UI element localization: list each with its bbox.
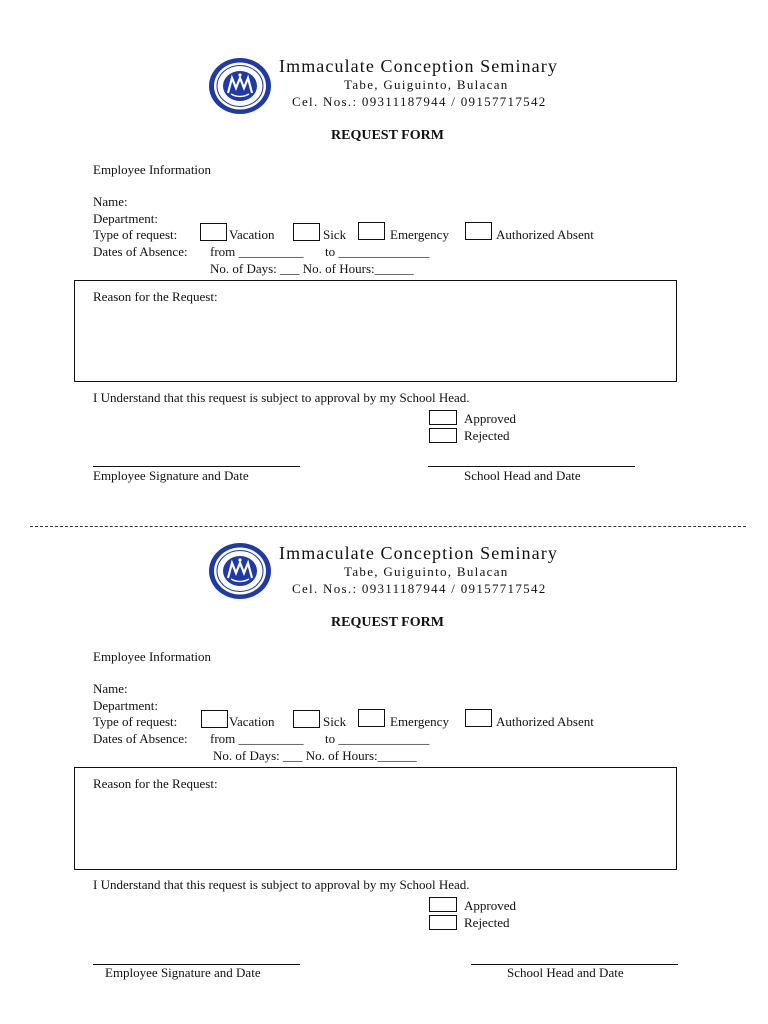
seminary-seal-logo (207, 56, 273, 116)
vacation-label: Vacation (229, 227, 275, 242)
reason-box[interactable] (74, 280, 677, 382)
emergency-checkbox[interactable] (358, 709, 385, 727)
dates-of-absence-label: Dates of Absence: (93, 731, 188, 746)
school-head-label: School Head and Date (464, 468, 581, 483)
school-address: Tabe, Guiguinto, Bulacan (344, 564, 509, 579)
emergency-label: Emergency (390, 227, 449, 242)
approved-checkbox[interactable] (429, 897, 457, 912)
school-name: Immaculate Conception Seminary (279, 56, 558, 76)
request-form-top (0, 0, 768, 490)
department-label: Department: (93, 698, 158, 713)
date-to-field[interactable]: to ______________ (325, 244, 430, 259)
school-head-label: School Head and Date (507, 965, 624, 980)
days-hours-field[interactable]: No. of Days: ___ No. of Hours:______ (213, 748, 417, 763)
emergency-checkbox[interactable] (358, 222, 385, 240)
school-name: Immaculate Conception Seminary (279, 543, 558, 563)
reason-label: Reason for the Request: (93, 289, 218, 304)
authorized-absent-checkbox[interactable] (465, 222, 492, 240)
date-to-field[interactable]: to ______________ (325, 731, 430, 746)
vacation-checkbox[interactable] (200, 223, 227, 241)
school-address: Tabe, Guiguinto, Bulacan (344, 77, 509, 92)
approved-label: Approved (464, 411, 516, 426)
sick-label: Sick (323, 714, 347, 729)
form-title: REQUEST FORM (331, 128, 444, 143)
sick-checkbox[interactable] (293, 710, 320, 728)
school-head-signature-line[interactable] (428, 466, 635, 467)
rejected-checkbox[interactable] (429, 915, 457, 930)
authorized-absent-checkbox[interactable] (465, 709, 492, 727)
form-title: REQUEST FORM (331, 615, 444, 630)
type-of-request-label: Type of request: (93, 714, 178, 729)
name-label: Name: (93, 681, 128, 696)
date-from-field[interactable]: from __________ (210, 731, 304, 746)
authorized-absent-label: Authorized Absent (496, 227, 594, 242)
department-label: Department: (93, 211, 158, 226)
type-of-request-label: Type of request: (93, 227, 178, 242)
approved-label: Approved (464, 898, 516, 913)
days-hours-field[interactable]: No. of Days: ___ No. of Hours:______ (210, 261, 414, 276)
approved-checkbox[interactable] (429, 410, 457, 425)
rejected-label: Rejected (464, 915, 510, 930)
reason-box[interactable] (74, 767, 677, 870)
rejected-label: Rejected (464, 428, 510, 443)
name-label: Name: (93, 194, 128, 209)
reason-label: Reason for the Request: (93, 776, 218, 791)
employee-signature-label: Employee Signature and Date (105, 965, 261, 980)
approval-notice: I Understand that this request is subject to approval by my School Head. (93, 390, 470, 405)
school-phone-numbers: Cel. Nos.: 09311187944 / 09157717542 (292, 581, 547, 596)
employee-info-heading: Employee Information (93, 649, 212, 664)
authorized-absent-label: Authorized Absent (496, 714, 594, 729)
school-phone-numbers: Cel. Nos.: 09311187944 / 09157717542 (292, 94, 547, 109)
emergency-label: Emergency (390, 714, 449, 729)
seminary-seal-logo (207, 541, 273, 601)
dates-of-absence-label: Dates of Absence: (93, 244, 188, 259)
date-from-field[interactable]: from __________ (210, 244, 304, 259)
vacation-label: Vacation (229, 714, 275, 729)
employee-signature-line[interactable] (93, 466, 300, 467)
vacation-checkbox[interactable] (201, 710, 228, 728)
sick-checkbox[interactable] (293, 223, 320, 241)
employee-signature-label: Employee Signature and Date (93, 468, 249, 483)
rejected-checkbox[interactable] (429, 428, 457, 443)
employee-info-heading: Employee Information (93, 162, 212, 177)
sick-label: Sick (323, 227, 347, 242)
approval-notice: I Understand that this request is subject to approval by my School Head. (93, 877, 470, 892)
request-form-bottom (0, 487, 768, 980)
